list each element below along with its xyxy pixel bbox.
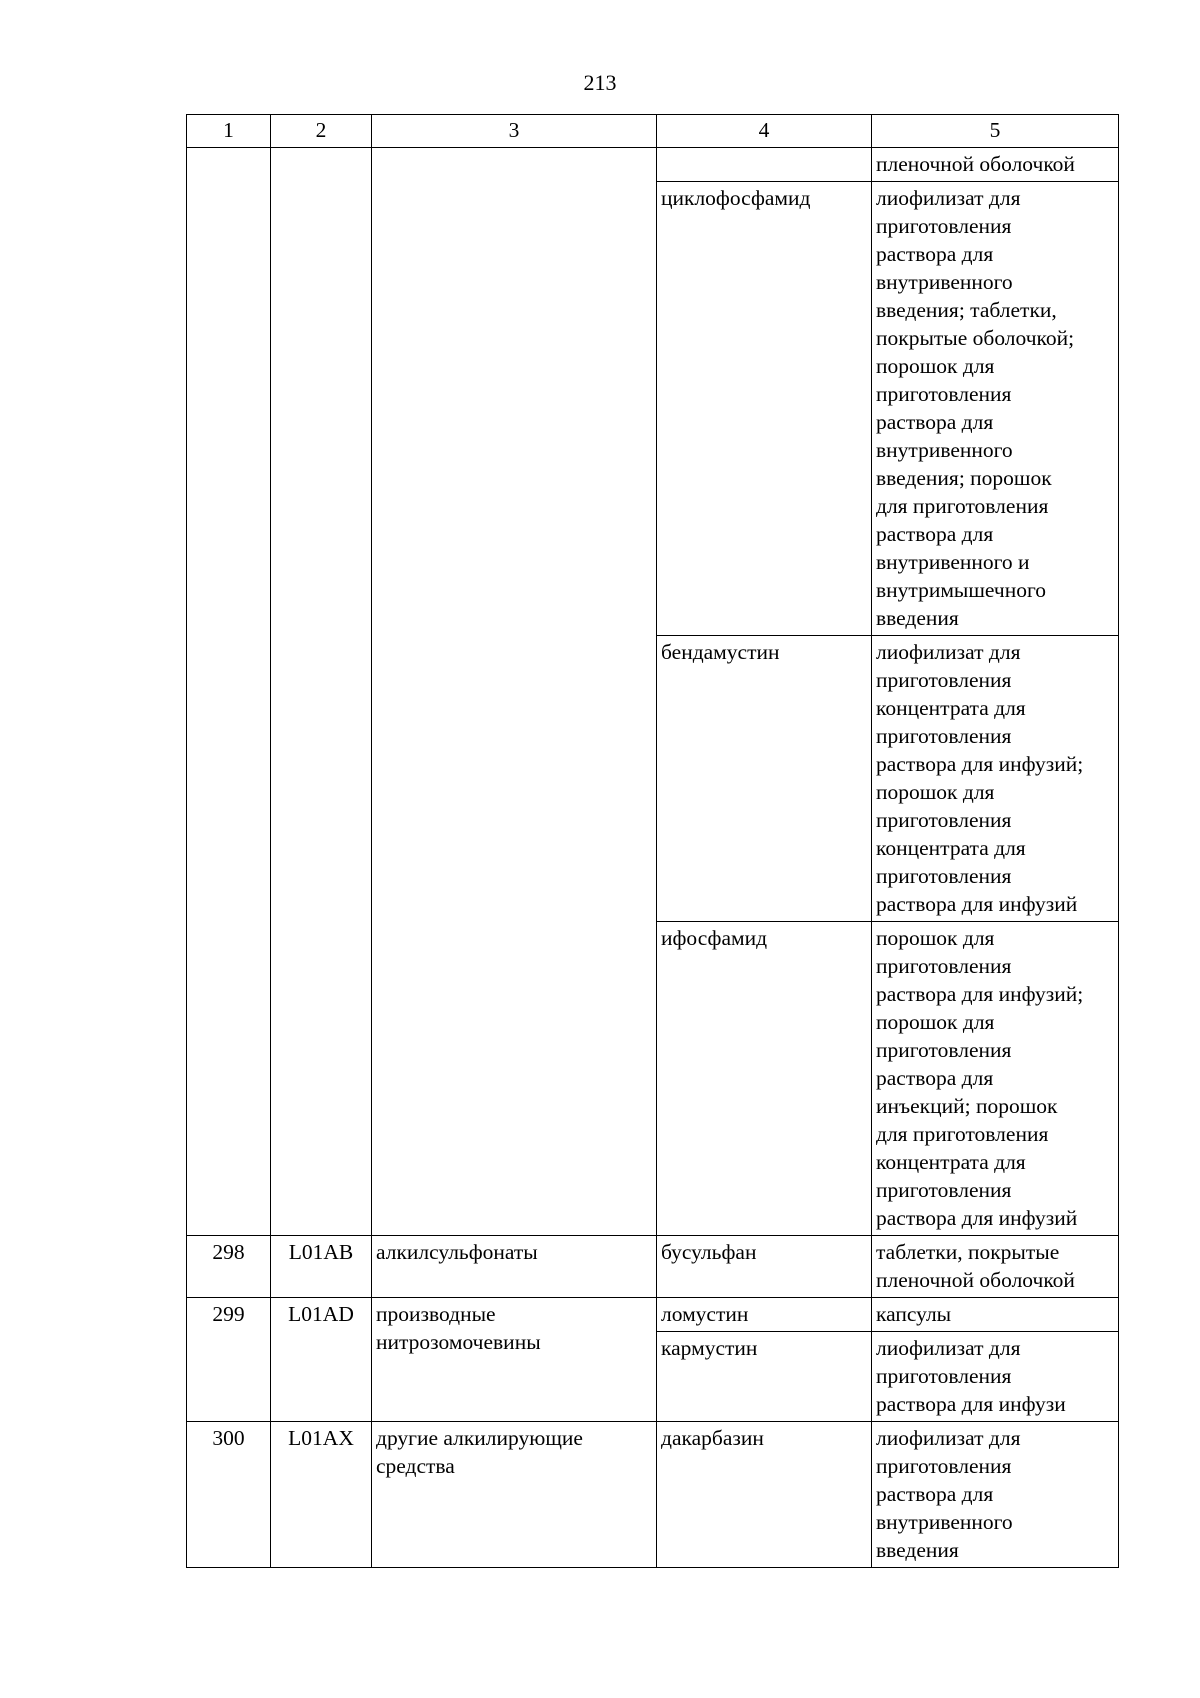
dosage-form-cell: лиофилизат для приготовления раствора для внутривенного введения; таблетки, покрытые оболочкой; порошок для приготовления раствора для внутривенного введения; порошок для приготовления раствора для внутривенного и внутримышечного введения — [872, 182, 1119, 636]
table-row — [187, 1236, 1119, 1298]
drug-table — [186, 114, 1119, 1568]
empty-cell — [372, 148, 657, 1236]
row-number-cell: 298 — [187, 1236, 271, 1298]
drug-name-cell: циклофосфамид — [657, 182, 872, 636]
group-name-cell: другие алкилирующие средства — [372, 1422, 657, 1568]
group-name-cell: производные нитрозомочевины — [372, 1298, 657, 1422]
column-header-5: 5 — [872, 115, 1119, 148]
empty-cell — [187, 148, 271, 1236]
row-number-cell: 300 — [187, 1422, 271, 1568]
table-row — [187, 1422, 1119, 1568]
drug-name-cell: бендамустин — [657, 636, 872, 922]
header-row — [187, 115, 1119, 148]
column-header-3: 3 — [372, 115, 657, 148]
column-header-4: 4 — [657, 115, 872, 148]
group-name-cell: алкилсульфонаты — [372, 1236, 657, 1298]
atc-code-cell: L01AX — [271, 1422, 372, 1568]
drug-name-cell: ифосфамид — [657, 922, 872, 1236]
dosage-form-cell: лиофилизат для приготовления концентрата для приготовления раствора для инфузий; порошок для приготовления концентрата для приготовления раствора для инфузий — [872, 636, 1119, 922]
drug-name-cell: дакарбазин — [657, 1422, 872, 1568]
table-row — [187, 148, 1119, 182]
dosage-form-cell: лиофилизат для приготовления раствора для внутривенного введения — [872, 1422, 1119, 1568]
row-number-cell: 299 — [187, 1298, 271, 1422]
dosage-form-cell: лиофилизат для приготовления раствора для инфузи — [872, 1332, 1119, 1422]
page-number: 213 — [583, 70, 617, 95]
drug-name-cell: кармустин — [657, 1332, 872, 1422]
atc-code-cell: L01AB — [271, 1236, 372, 1298]
empty-cell — [271, 148, 372, 1236]
drug-name-cell: ломустин — [657, 1298, 872, 1332]
table-row — [187, 1298, 1119, 1332]
dosage-form-cell: порошок для приготовления раствора для инфузий; порошок для приготовления раствора для инъекций; порошок для приготовления концентрата для приготовления раствора для инфузий — [872, 922, 1119, 1236]
column-header-1: 1 — [187, 115, 271, 148]
atc-code-cell: L01AD — [271, 1298, 372, 1422]
dosage-form-cell: таблетки, покрытые пленочной оболочкой — [872, 1236, 1119, 1298]
column-header-2: 2 — [271, 115, 372, 148]
dosage-form-cell: капсулы — [872, 1298, 1119, 1332]
dosage-form-cell: пленочной оболочкой — [872, 148, 1119, 182]
drug-name-cell: бусульфан — [657, 1236, 872, 1298]
empty-cell — [657, 148, 872, 182]
